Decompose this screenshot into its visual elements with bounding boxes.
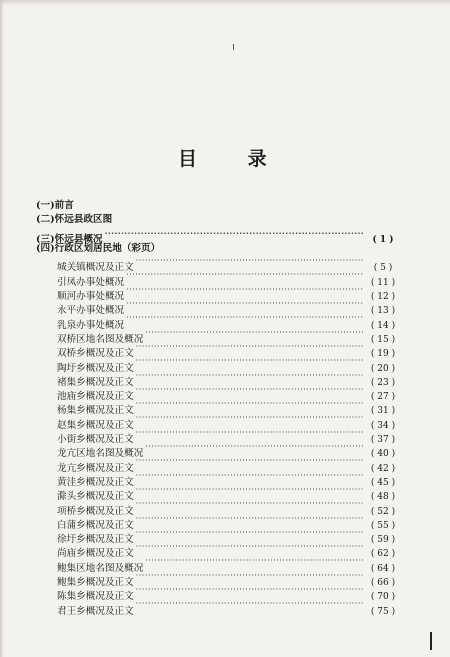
toc-label: 褚集乡概况及正文 bbox=[57, 376, 134, 388]
toc-label: 徐圩乡概况及正文 bbox=[57, 534, 134, 546]
toc-page-number: ( 12 ) bbox=[370, 292, 396, 303]
toc-leader-dots bbox=[126, 270, 363, 284]
toc-label: 城关镇概况及正文 bbox=[57, 262, 134, 274]
toc-leader-dots bbox=[136, 399, 363, 413]
toc-leader-dots bbox=[136, 571, 363, 585]
toc-leader-dots bbox=[145, 328, 363, 342]
toc-leader-dots bbox=[136, 471, 363, 485]
toc-label: 杨集乡概况及正文 bbox=[57, 405, 134, 417]
scan-edge-left bbox=[0, 0, 4, 657]
toc-label: 滁头乡概况及正文 bbox=[57, 491, 134, 503]
toc-page-number: ( 34 ) bbox=[370, 420, 396, 431]
toc-page-number: ( 45 ) bbox=[370, 477, 396, 488]
toc-label: 鲍集乡概况及正文 bbox=[57, 577, 134, 589]
toc-label: 尚庙乡概况及正文 bbox=[57, 548, 134, 560]
toc-entry-row bbox=[36, 256, 401, 274]
toc-leader-dots bbox=[136, 485, 363, 499]
toc-label: (四)行政区划居民地（彩页） bbox=[36, 242, 161, 254]
toc-page-number: ( 20 ) bbox=[370, 363, 396, 374]
toc-label: 引凤办事处概况 bbox=[57, 276, 125, 288]
toc-label: 双桥乡概况及正文 bbox=[57, 348, 134, 360]
toc-page-number: ( 48 ) bbox=[370, 492, 396, 503]
toc-leader-dots bbox=[136, 256, 363, 270]
toc-label: 鲍集区地名图及概况 bbox=[57, 562, 144, 574]
toc-page-number: ( 23 ) bbox=[370, 377, 396, 388]
toc-page-number: ( 52 ) bbox=[370, 506, 396, 517]
toc-leader-dots bbox=[145, 442, 363, 456]
toc-label: 永平办事处概况 bbox=[57, 305, 125, 317]
table-of-contents bbox=[36, 199, 401, 617]
toc-label: 龙亢区地名图及概况 bbox=[57, 448, 144, 460]
toc-leader-dots bbox=[136, 528, 363, 542]
scan-mark-bottom bbox=[430, 632, 432, 650]
toc-section-row bbox=[36, 228, 401, 245]
toc-page-number: ( 66 ) bbox=[370, 578, 396, 589]
toc-page-number: ( 42 ) bbox=[370, 463, 396, 474]
toc-label: 陈集乡概况及正文 bbox=[57, 591, 134, 603]
toc-leader-dots bbox=[136, 356, 363, 370]
toc-leader-dots bbox=[136, 514, 363, 528]
toc-label: 龙亢乡概况及正文 bbox=[57, 462, 134, 474]
toc-label: 池庙乡概况及正文 bbox=[57, 391, 134, 403]
toc-page-number: ( 5 ) bbox=[373, 263, 393, 274]
toc-label: 陶圩乡概况及正文 bbox=[57, 362, 134, 374]
toc-label: (三)怀远县概况 bbox=[36, 233, 103, 245]
toc-leader-dots bbox=[145, 556, 363, 570]
toc-label: 君王乡概况及正文 bbox=[57, 605, 134, 617]
toc-leader-dots bbox=[136, 542, 363, 556]
toc-label: 项桥乡概况及正文 bbox=[57, 505, 134, 517]
toc-page-number: ( 13 ) bbox=[370, 306, 396, 317]
toc-page-number: ( 37 ) bbox=[370, 435, 396, 446]
toc-leader-dots bbox=[105, 228, 363, 242]
toc-leader-dots bbox=[136, 456, 363, 470]
page-title: 目 录 bbox=[178, 148, 289, 170]
toc-label: 乳泉办事处概况 bbox=[57, 319, 125, 331]
toc-leader-dots bbox=[136, 385, 363, 399]
toc-label: 白蒲乡概况及正文 bbox=[57, 519, 134, 531]
toc-page-number: ( 14 ) bbox=[370, 320, 396, 331]
toc-page-number: ( 62 ) bbox=[370, 549, 396, 560]
toc-leader-dots bbox=[126, 313, 363, 327]
toc-label: 小街乡概况及正文 bbox=[57, 434, 134, 446]
toc-section-row bbox=[36, 213, 401, 227]
toc-page-number: ( 1 ) bbox=[372, 234, 394, 245]
toc-leader-dots bbox=[136, 428, 363, 442]
toc-leader-dots bbox=[136, 413, 363, 427]
scan-edge-top bbox=[0, 0, 450, 6]
toc-page-number: ( 64 ) bbox=[370, 563, 396, 574]
toc-page-number: ( 59 ) bbox=[370, 535, 396, 546]
toc-label: 双桥区地名图及概况 bbox=[57, 333, 144, 345]
toc-label: 黄洼乡概况及正文 bbox=[57, 476, 134, 488]
toc-leader-dots bbox=[136, 585, 363, 599]
toc-page-number: ( 15 ) bbox=[370, 334, 396, 345]
toc-page-number: ( 40 ) bbox=[370, 449, 396, 460]
toc-section-row bbox=[36, 199, 401, 213]
toc-leader-dots bbox=[136, 499, 363, 513]
scan-mark-top bbox=[233, 44, 234, 50]
toc-page-number: ( 75 ) bbox=[370, 606, 396, 617]
toc-page-number: ( 55 ) bbox=[370, 520, 396, 531]
toc-label: 顺河办事处概况 bbox=[57, 291, 125, 303]
toc-label: (一)前言 bbox=[36, 200, 74, 211]
toc-page-number: ( 70 ) bbox=[370, 592, 396, 603]
toc-label: 赵集乡概况及正文 bbox=[57, 419, 134, 431]
toc-section-row bbox=[36, 242, 401, 256]
toc-page-number: ( 11 ) bbox=[370, 277, 396, 288]
toc-page-number: ( 19 ) bbox=[370, 349, 396, 360]
toc-page-number: ( 27 ) bbox=[370, 392, 396, 403]
toc-leader-dots bbox=[136, 599, 363, 613]
toc-label: (二)怀远县政区图 bbox=[36, 214, 113, 226]
toc-leader-dots bbox=[136, 342, 363, 356]
toc-page-number: ( 31 ) bbox=[370, 406, 396, 417]
toc-leader-dots bbox=[126, 285, 363, 299]
toc-leader-dots bbox=[126, 299, 363, 313]
toc-leader-dots bbox=[136, 371, 363, 385]
